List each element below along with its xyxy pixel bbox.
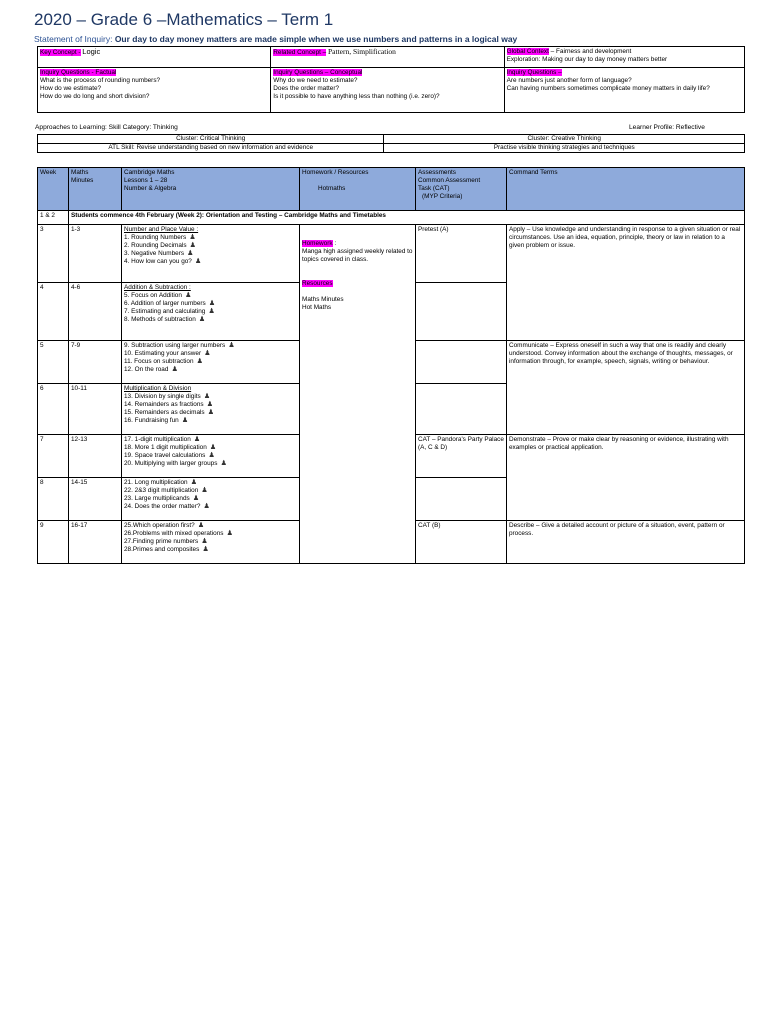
- lesson-item: 4. How low can you go?: [124, 258, 192, 265]
- person-icon: ♟: [204, 350, 211, 357]
- person-icon: ♟: [185, 292, 192, 299]
- header-cambridge: [122, 168, 300, 211]
- plan-header-row: [38, 168, 745, 211]
- lesson-item: 20. Multiplying with larger groups: [124, 460, 218, 467]
- person-icon: ♟: [226, 530, 233, 537]
- command-term-cell: Describe – Give a detailed account or picture of a situation, event, pattern or process.: [507, 521, 745, 564]
- lessons-cell: 4-6: [69, 283, 122, 341]
- page-title: 2020 – Grade 6 –Mathematics – Term 1: [34, 10, 334, 29]
- concepts-table: [37, 46, 745, 113]
- lesson-item: 2. Rounding Decimals: [124, 242, 187, 249]
- person-icon: ♟: [201, 538, 208, 545]
- lessons-cell: 10-11: [69, 384, 122, 435]
- person-icon: ♟: [189, 234, 196, 241]
- header-homework-line: Homework / Resources: [302, 169, 369, 176]
- header-assess-line: Common Assessment: [418, 177, 481, 184]
- statement-of-inquiry: [34, 34, 517, 44]
- factual-question: What is the process of rounding numbers?: [40, 77, 161, 84]
- table-row: [38, 225, 745, 283]
- lesson-item: 28.Primes and composites: [124, 546, 200, 553]
- header-assess-line: Task (CAT): [418, 185, 450, 192]
- lesson-item: 25.Which operation first?: [124, 522, 195, 529]
- week-cell: 8: [38, 478, 69, 521]
- learner-profile: Learner Profile: Reflective: [629, 124, 705, 131]
- assessment-cell: CAT – Pandora's Party Palace (A, C & D): [416, 435, 507, 478]
- topic-heading: Multiplication & Division: [124, 385, 192, 392]
- lessons-list: [122, 384, 300, 435]
- header-assessments: [416, 168, 507, 211]
- person-icon: ♟: [201, 487, 208, 494]
- person-icon: ♟: [196, 358, 203, 365]
- person-icon: ♟: [187, 250, 194, 257]
- atl-table: [37, 134, 745, 153]
- lesson-item: 12. On the road: [124, 366, 169, 373]
- statement-text: Our day to day money matters are made simple when we use numbers and patterns in a logical way: [114, 34, 518, 44]
- header-cambridge-line: Cambridge Maths: [124, 169, 175, 176]
- person-icon: ♟: [207, 409, 215, 416]
- lesson-item: 11. Focus on subtraction: [124, 358, 194, 365]
- person-icon: ♟: [208, 308, 215, 315]
- lesson-item: 16. Fundraising fun: [124, 417, 179, 424]
- lessons-list: [122, 225, 300, 283]
- atl-cluster-critical: Cluster: Critical Thinking: [38, 135, 384, 144]
- lesson-item: 18. More 1 digit multiplication: [124, 444, 207, 451]
- person-icon: ♟: [203, 503, 210, 510]
- approaches-to-learning: Approaches to Learning: Skill Category: Thinking: [35, 124, 178, 131]
- topic-heading: Number and Place Value :: [124, 226, 199, 233]
- atl-cluster-creative: Cluster: Creative Thinking: [384, 135, 745, 144]
- header-cambridge-line: Number & Algebra: [124, 185, 177, 192]
- person-icon: ♟: [171, 366, 178, 373]
- header-assess-line: (MYP Criteria): [422, 193, 463, 200]
- lesson-item: 27.Finding prime numbers: [124, 538, 199, 545]
- lessons-list: [122, 521, 300, 564]
- lesson-item: 1. Rounding Numbers: [124, 234, 187, 241]
- person-icon: ♟: [206, 401, 213, 408]
- atl-skill-practise: Practise visible thinking strategies and techniques: [384, 144, 745, 153]
- person-icon: ♟: [228, 342, 235, 349]
- week-cell: 4: [38, 283, 69, 341]
- lessons-cell: 14-15: [69, 478, 122, 521]
- week-cell: 9: [38, 521, 69, 564]
- lesson-item: 23. Large multiplicands: [124, 495, 190, 502]
- intro-text: Students commence 4th February (Week 2): Orientation and Testing – Cambridge Maths and Timetables: [69, 211, 745, 225]
- header-homework-line: Hotmaths: [318, 185, 346, 192]
- person-icon: ♟: [189, 242, 196, 249]
- factual-question: How do we do long and short division?: [40, 93, 150, 100]
- person-icon: ♟: [181, 417, 189, 424]
- assessment-cell: [416, 283, 507, 341]
- lesson-item: 10. Estimating your answer: [124, 350, 202, 357]
- key-concept-value: Logic: [82, 47, 101, 56]
- unit-plan-table: [37, 167, 745, 564]
- person-icon: ♟: [208, 452, 215, 459]
- command-term-cell: Demonstrate – Prove or make clear by reasoning or evidence, illustrating with examples or practical application.: [507, 435, 745, 521]
- lesson-item: 13. Division by single digits: [124, 393, 201, 400]
- lesson-item: 14. Remainders as fractions: [124, 401, 204, 408]
- lesson-item: 15. Remainders as decimals: [124, 409, 205, 416]
- homework-label: Homework: [302, 240, 333, 247]
- intro-row: [38, 211, 745, 225]
- debatable-question: Can having numbers sometimes complicate money matters in daily life?: [506, 85, 710, 92]
- key-concept-label: Key Concept -: [40, 49, 81, 56]
- command-term-cell: Communicate – Express oneself in such a way that one is readily and clearly understood. Convey information about the exchange of thoughts, messages, or information through, for example, speech, signals, writing or behaviour.: [507, 341, 745, 435]
- resource-item: Maths Minutes: [302, 296, 344, 303]
- factual-question: How do we estimate?: [40, 85, 102, 92]
- lessons-cell: 12-13: [69, 435, 122, 478]
- resources-label: Resources: [302, 280, 333, 287]
- person-icon: ♟: [198, 316, 206, 323]
- lesson-item: 9. Subtraction using larger numbers: [124, 342, 226, 349]
- lesson-item: 21. Long multiplication: [124, 479, 188, 486]
- header-cambridge-line: Lessons 1 – 28: [124, 177, 168, 184]
- assessment-cell: [416, 384, 507, 435]
- lessons-list: [122, 341, 300, 384]
- lesson-item: 24. Does the order matter?: [124, 503, 201, 510]
- lesson-item: 17. 1-digit multiplication: [124, 436, 191, 443]
- header-command-terms: Command Terms: [507, 168, 745, 211]
- lesson-item: 26.Problems with mixed operations: [124, 530, 224, 537]
- conceptual-questions-label: Inquiry Questions – Conceptual: [273, 69, 363, 76]
- assessment-cell: CAT (B): [416, 521, 507, 564]
- person-icon: ♟: [192, 495, 200, 502]
- person-icon: ♟: [190, 479, 198, 486]
- factual-questions-label: Inquiry Questions - Factual: [40, 69, 117, 76]
- person-icon: ♟: [197, 522, 205, 529]
- lessons-list: [122, 435, 300, 478]
- assessment-cell: [416, 478, 507, 521]
- person-icon: ♟: [220, 460, 227, 467]
- week-cell: 5: [38, 341, 69, 384]
- lesson-item: 8. Methods of subtraction: [124, 316, 196, 323]
- header-week: Week: [38, 168, 69, 211]
- assessment-cell: [416, 341, 507, 384]
- person-icon: ♟: [203, 393, 211, 400]
- header-minutes-line: Maths: [71, 169, 89, 176]
- lesson-item: 7. Estimating and calculating: [124, 308, 206, 315]
- lesson-item: 6. Addition of larger numbers: [124, 300, 206, 307]
- person-icon: ♟: [209, 444, 217, 451]
- person-icon: ♟: [193, 436, 201, 443]
- lessons-cell: 7-9: [69, 341, 122, 384]
- conceptual-question: Why do we need to estimate?: [273, 77, 358, 84]
- lesson-item: 19. Space travel calculations: [124, 452, 206, 459]
- exploration-text: Exploration: Making our day to day money matters better: [506, 56, 668, 63]
- lessons-list: [122, 283, 300, 341]
- debatable-questions-label: Inquiry Questions –: [506, 69, 562, 76]
- resource-item: Hot Maths: [302, 304, 332, 311]
- lesson-item: 3. Negative Numbers: [124, 250, 185, 257]
- header-homework: [300, 168, 416, 211]
- homework-text: Manga high assigned weekly related to topics covered in class.: [302, 248, 413, 263]
- homework-resources-cell: Homework : Manga high assigned weekly related to topics covered in class. Resources Maths Minutes Hot Maths: [300, 225, 416, 564]
- header-assess-line: Assessments: [418, 169, 457, 176]
- statement-label: Statement of Inquiry:: [34, 34, 113, 44]
- lessons-cell: 1-3: [69, 225, 122, 283]
- lesson-item: 22. 2&3 digit multiplication: [124, 487, 199, 494]
- header-minutes: [69, 168, 122, 211]
- week-cell: 7: [38, 435, 69, 478]
- lessons-list: [122, 478, 300, 521]
- person-icon: ♟: [202, 546, 209, 553]
- related-concept-label: Related Concept –: [273, 49, 327, 56]
- lesson-item: 5. Focus on Addition: [124, 292, 182, 299]
- week-cell: 3: [38, 225, 69, 283]
- command-term-cell: Apply – Use knowledge and understanding in response to a given situation or real circumstances. Use an idea, equation, principle, theory or law in relation to a given problem or issue.: [507, 225, 745, 341]
- related-concept-value: Pattern, Simplification: [328, 47, 396, 56]
- lessons-cell: 16-17: [69, 521, 122, 564]
- global-context-value: – Fairness and development: [550, 48, 632, 55]
- conceptual-question: Is it possible to have anything less than nothing (i.e. zero)?: [273, 93, 440, 100]
- person-icon: ♟: [208, 300, 216, 307]
- debatable-question: Are numbers just another form of language?: [506, 77, 632, 84]
- atl-skill-revise: ATL Skill: Revise understanding based on new information and evidence: [38, 144, 384, 153]
- intro-week: 1 & 2: [38, 211, 69, 225]
- conceptual-question: Does the order matter?: [273, 85, 340, 92]
- assessment-cell: Pretest (A): [416, 225, 507, 283]
- person-icon: ♟: [195, 258, 202, 265]
- global-context-label: Global Context: [506, 48, 549, 55]
- week-cell: 6: [38, 384, 69, 435]
- header-minutes-line: Minutes: [71, 177, 94, 184]
- topic-heading: Addition & Subtraction :: [124, 284, 191, 291]
